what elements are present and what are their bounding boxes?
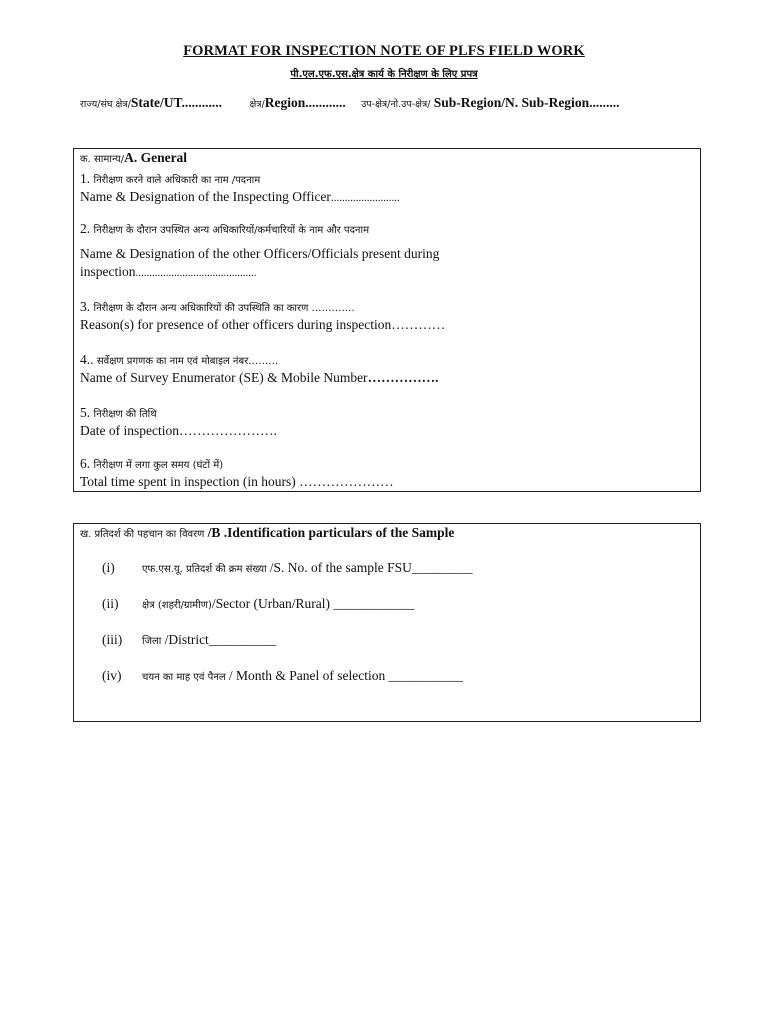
item-2-label: Name & Designation of the other Officers/Officials present during	[80, 246, 440, 261]
region-field: क्षेत्र/Region............	[249, 95, 346, 110]
item-1-hindi: 1. निरीक्षण करने वाले अधिकारी का नाम /पदनाम	[80, 171, 261, 186]
state-field: राज्य/संघ क्षेत्र/State/UT............	[80, 95, 223, 110]
item-2-hindi: 2. निरीक्षण के दौरान उपस्थित अन्य अधिकारियों/कर्मचारियों के नाम और पदनाम	[80, 221, 370, 236]
section-a-heading: क. सामान्य/A. General	[80, 150, 188, 165]
location-line	[80, 95, 720, 111]
form-title: FORMAT FOR INSPECTION NOTE OF PLFS FIELD WORK	[183, 43, 585, 59]
item-2-label-cont: inspection............................................	[80, 264, 257, 279]
item-3-hindi: 3. निरीक्षण के दौरान अन्य अधिकारियों की उपस्थिति का कारण ………….	[80, 299, 355, 314]
section-b-heading: ख. प्रतिदर्श की पहचान का विवरण /B .Identification particulars of the Sample	[80, 525, 455, 540]
sample-fsu-row: (i) एफ.एस.यू. प्रतिदर्श की क्रम संख्या /S. No. of the sample FSU_________	[102, 560, 473, 575]
sector-row: (ii) क्षेत्र (शहरी/ग्रामीण)/Sector (Urban/Rural) ____________	[102, 596, 415, 611]
section-b-identification	[73, 523, 701, 722]
item-3-label: Reason(s) for presence of other officers during inspection…………	[80, 317, 446, 332]
item-6-label: Total time spent in inspection (in hours) …………………	[80, 474, 394, 489]
item-4-hindi: 4.. सर्वेक्षण प्रगणक का नाम एवं मोबाइल नंबर………	[80, 352, 279, 367]
item-5-label: Date of inspection………………….	[80, 423, 277, 438]
item-5-hindi: 5. निरीक्षण की तिथि	[80, 405, 157, 420]
section-a-general	[73, 148, 701, 492]
subregion-field: उप-क्षेत्र/नो.उप-क्षेत्र/ Sub-Region/N. Sub-Region.........	[361, 95, 620, 110]
district-row: (iii) जिला /District__________	[102, 632, 277, 647]
item-1-label: Name & Designation of the Inspecting Officer.........................	[80, 189, 400, 204]
item-6-hindi: 6. निरीक्षण में लगा कुल समय (घंटों में)	[80, 456, 224, 471]
item-4-label: Name of Survey Enumerator (SE) & Mobile Number…………….	[80, 370, 439, 385]
form-subtitle-hindi: पी.एल.एफ.एस.क्षेत्र कार्य के निरीक्षण के लिए प्रपत्र	[290, 69, 478, 80]
month-panel-row: (iv) चयन का माह एवं पैनल / Month & Panel of selection ___________	[102, 668, 463, 683]
